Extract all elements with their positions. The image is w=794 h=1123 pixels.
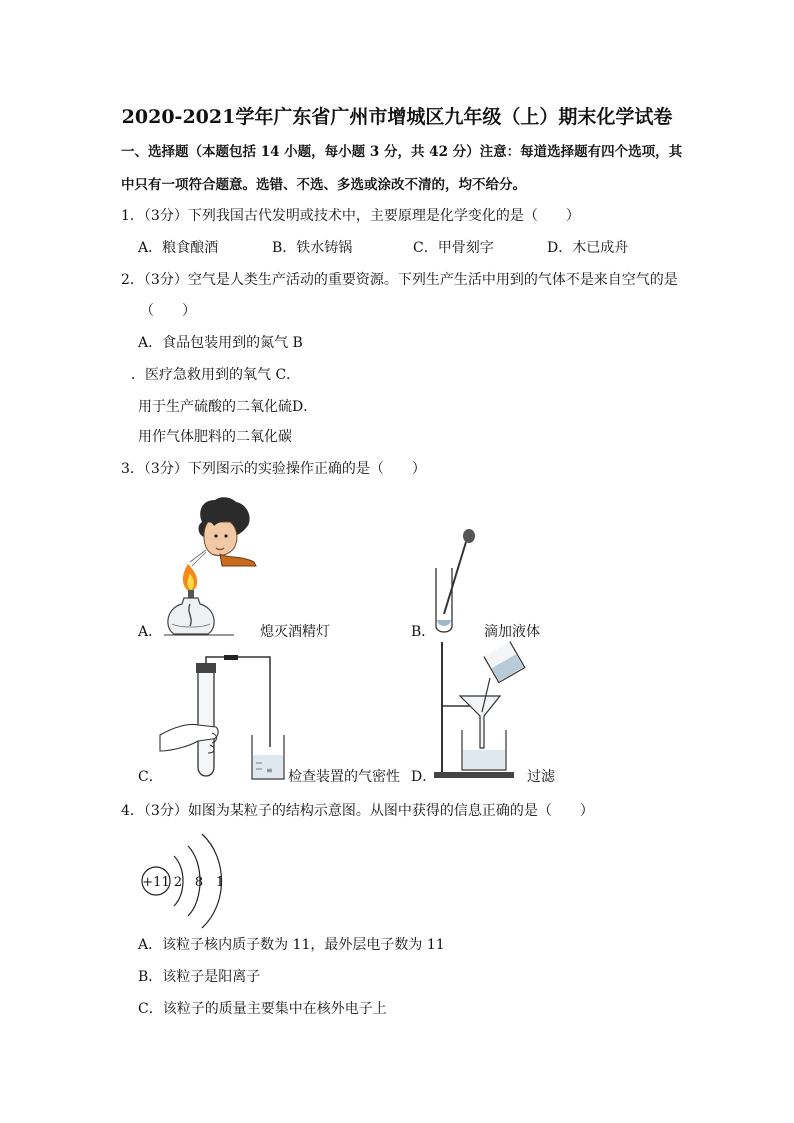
section-instructions-line1: 一、选择题（本题包括 14 小题，每小题 3 分，共 42 分）注意：每道选择题有四个选项，其 xyxy=(121,144,683,160)
question-2-option-line3: 用于生产硫酸的二氧化硫D． xyxy=(138,399,318,415)
question-2-option-line4: 用作气体肥料的二氧化碳 xyxy=(138,429,292,445)
question-1-option-c: C．甲骨刻字 xyxy=(413,240,494,256)
figure-c-caption: 检查装置的气密性 xyxy=(288,769,400,785)
svg-text:≡: ≡ xyxy=(266,766,273,775)
question-1-stem: 1．（3分）下列我国古代发明或技术中，主要原理是化学变化的是（ ） xyxy=(121,208,580,224)
figure-d-letter: D． xyxy=(411,769,437,785)
atom-nucleus-label: +11 xyxy=(142,875,170,890)
question-4-option-c: C．该粒子的质量主要集中在核外电子上 xyxy=(138,1001,387,1017)
atom-structure-diagram xyxy=(136,826,246,930)
figure-filtration xyxy=(432,640,532,780)
atom-shell-2: 8 xyxy=(194,875,204,890)
question-4-option-a: A．该粒子核内质子数为 11，最外层电子数为 11 xyxy=(138,937,445,953)
page-title: 2020-2021学年广东省广州市增城区九年级（上）期末化学试卷 xyxy=(121,106,673,128)
question-3-stem: 3．（3分）下列图示的实验操作正确的是（ ） xyxy=(121,461,426,477)
figure-extinguish-lamp xyxy=(160,492,270,640)
question-4-stem: 4．（3分）如图为某粒子的结构示意图。从图中获得的信息正确的是（ ） xyxy=(121,803,594,819)
question-2-stem: 2．（3分）空气是人类生产活动的重要资源。下列生产生活中用到的气体不是来自空气的是 xyxy=(121,272,678,288)
question-1-option-d: D．木已成舟 xyxy=(547,240,629,256)
section-instructions-line2: 中只有一项符合题意。选错、不选、多选或涂改不清的，均不给分。 xyxy=(121,177,526,193)
atom-shell-3: 1 xyxy=(215,875,225,890)
question-1-option-b: B．铁水铸锅 xyxy=(272,240,353,256)
figure-a-letter: A． xyxy=(138,624,163,640)
figure-dropper xyxy=(430,528,478,636)
figure-b-caption: 滴加液体 xyxy=(484,624,540,640)
question-2-stem-bracket: （ ） xyxy=(140,303,196,319)
figure-d-caption: 过滤 xyxy=(527,769,555,785)
question-2-option-line1: A．食品包装用到的氮气 B xyxy=(138,335,303,351)
question-4-option-b: B．该粒子是阳离子 xyxy=(138,969,261,985)
question-2-option-line2: ．医疗急救用到的氧气 C． xyxy=(131,367,301,383)
figure-c-letter: C． xyxy=(138,769,163,785)
question-1-option-a: A．粮食酿酒 xyxy=(138,240,219,256)
figure-airtightness xyxy=(158,655,290,783)
atom-shell-1: 2 xyxy=(173,875,183,890)
figure-b-letter: B． xyxy=(411,624,436,640)
figure-a-caption: 熄灭酒精灯 xyxy=(260,624,330,640)
